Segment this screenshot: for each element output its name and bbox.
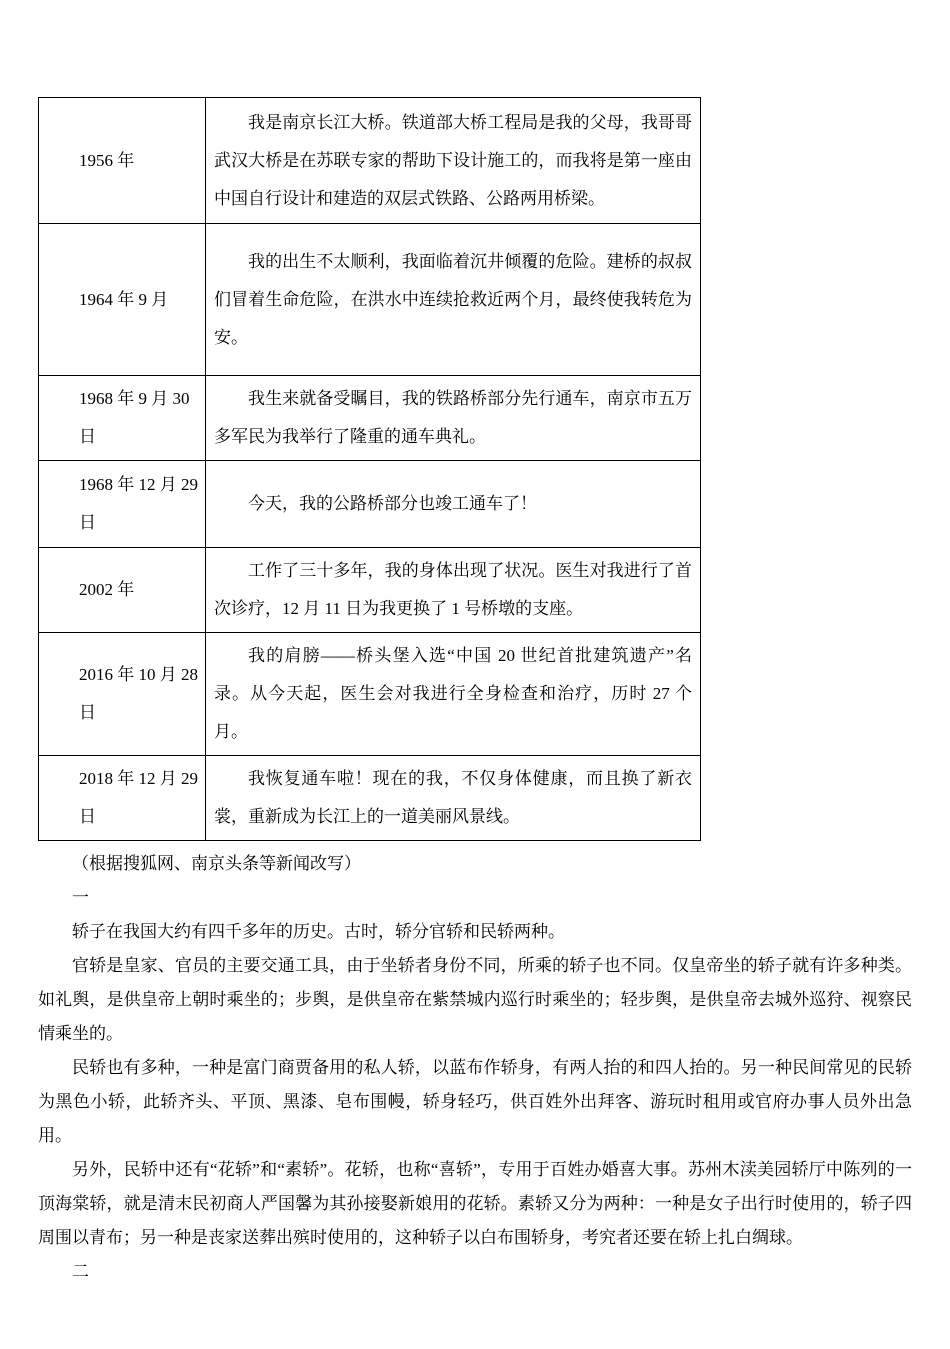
timeline-row — [39, 224, 701, 376]
timeline-event-cell — [206, 376, 701, 461]
paragraph-intro: 轿子在我国大约有四千多年的历史。古时，轿分官轿和民轿两种。 — [72, 922, 565, 941]
timeline-event-text: 今天，我的公路桥部分也竣工通车了！ — [248, 494, 537, 513]
timeline-row — [39, 376, 701, 461]
timeline-date: 1968 年 9 月 30 日 — [39, 376, 206, 461]
timeline-event-text: 我生来就备受瞩目，我的铁路桥部分先行通车，南京市五万多军民为我举行了隆重的通车典礼。 — [214, 389, 692, 446]
timeline-row — [39, 548, 701, 633]
article-body — [38, 847, 912, 1289]
timeline-date: 2002 年 — [39, 548, 206, 633]
source-note: （根据搜狐网、南京头条等新闻改写） — [72, 854, 361, 873]
timeline-date: 2018 年 12 月 29 日 — [39, 756, 206, 841]
timeline-event-text: 我的肩膀——桥头堡入选“中国 20 世纪首批建筑遗产”名录。从今天起，医生会对我进行全身检查和治疗，历时 27 个月。 — [214, 646, 692, 741]
timeline-date: 1964 年 9 月 — [39, 224, 206, 376]
timeline-row — [39, 633, 701, 756]
section-marker-one: 一 — [72, 888, 89, 907]
timeline-event-cell — [206, 98, 701, 224]
paragraph-flower-plain-sedan: 另外，民轿中还有“花轿”和“素轿”。花轿，也称“喜轿”，专用于百姓办婚喜大事。苏州木渎美园轿厅中陈列的一顶海棠轿，就是清末民初商人严国馨为其孙接娶新娘用的花轿。素轿又分为两种：一种是女子出行时使用的，轿子四周围以青布；另一种是丧家送葬出殡时使用的，这种轿子以白布围轿身，考究者还要在轿上扎白绸球。 — [38, 1160, 912, 1247]
timeline-row — [39, 461, 701, 548]
timeline-date: 1956 年 — [39, 98, 206, 224]
timeline-date: 2016 年 10 月 28 日 — [39, 633, 206, 756]
bridge-timeline-table — [38, 97, 701, 841]
timeline-date: 1968 年 12 月 29 日 — [39, 461, 206, 548]
paragraph-civil-sedan: 民轿也有多种，一种是富门商贾备用的私人轿，以蓝布作轿身，有两人抬的和四人抬的。另一种民间常见的民轿为黑色小轿，此轿齐头、平顶、黑漆、皂布围幔，轿身轻巧，供百姓外出拜客、游玩时租用或官府办事人员外出急用。 — [38, 1058, 912, 1145]
timeline-event-cell — [206, 461, 701, 548]
section-marker-two: 二 — [72, 1262, 89, 1281]
paragraph-official-sedan: 官轿是皇家、官员的主要交通工具，由于坐轿者身份不同，所乘的轿子也不同。仅皇帝坐的轿子就有许多种类。如礼舆，是供皇帝上朝时乘坐的；步舆，是供皇帝在紫禁城内巡行时乘坐的；轻步舆，是供皇帝去城外巡狩、视察民情乘坐的。 — [38, 956, 912, 1043]
timeline-row — [39, 98, 701, 224]
timeline-event-text: 我的出生不太顺利，我面临着沉井倾覆的危险。建桥的叔叔们冒着生命危险，在洪水中连续抢救近两个月，最终使我转危为安。 — [214, 251, 692, 347]
timeline-row — [39, 756, 701, 841]
timeline-event-text: 我恢复通车啦！现在的我，不仅身体健康，而且换了新衣裳，重新成为长江上的一道美丽风景线。 — [214, 769, 692, 826]
timeline-event-cell — [206, 224, 701, 376]
timeline-event-cell — [206, 756, 701, 841]
timeline-event-text: 工作了三十多年，我的身体出现了状况。医生对我进行了首次诊疗，12 月 11 日为我更换了 1 号桥墩的支座。 — [214, 561, 692, 618]
timeline-event-cell — [206, 548, 701, 633]
timeline-event-text: 我是南京长江大桥。铁道部大桥工程局是我的父母，我哥哥武汉大桥是在苏联专家的帮助下设计施工的，而我将是第一座由中国自行设计和建造的双层式铁路、公路两用桥梁。 — [214, 112, 692, 208]
timeline-event-cell — [206, 633, 701, 756]
